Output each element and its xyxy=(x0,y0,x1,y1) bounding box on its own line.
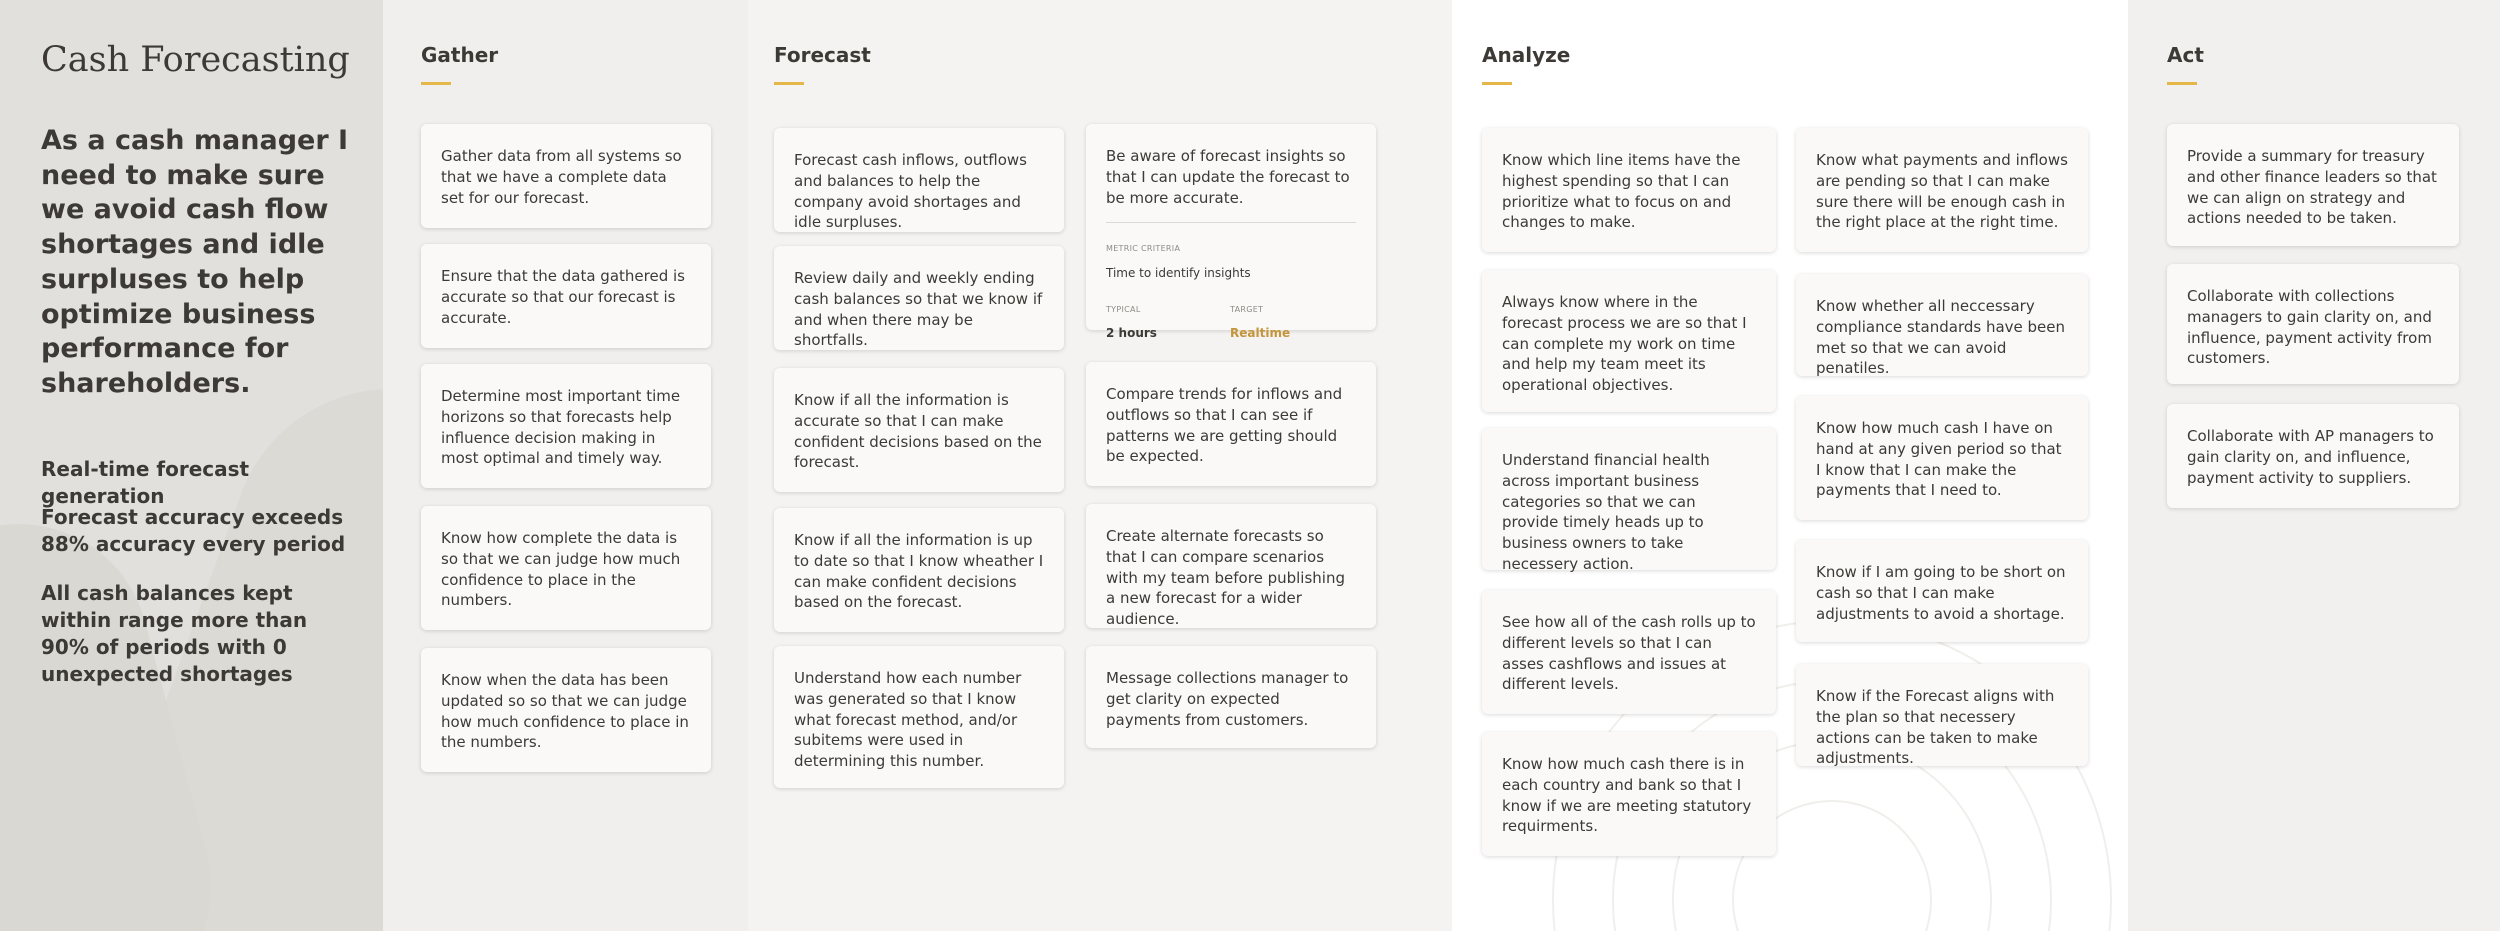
task-card: Know if I am going to be short on cash so that I can make adjustments to avoid a shortage. xyxy=(1796,540,2088,642)
column-accent-bar xyxy=(774,82,804,85)
task-card: Know how much cash I have on hand at any given period so that I know that I can make the payments that I need to. xyxy=(1796,396,2088,520)
target-value: Realtime xyxy=(1230,325,1291,340)
task-card: Know what payments and inflows are pending so that I can make sure there will be enough cash in the right place at the right time. xyxy=(1796,128,2088,252)
column-title: Act xyxy=(2167,43,2204,67)
metric-criteria-label: METRIC CRITERIA xyxy=(1106,244,1181,254)
task-card: Collaborate with collections managers to gain clarity on, and influence, payment activity from customers. xyxy=(2167,264,2459,384)
task-card: Know whether all neccessary compliance standards have been met so that we can avoid penatiles. xyxy=(1796,274,2088,376)
success-metric: All cash balances kept within range more than 90% of periods with 0 unexpected shortages xyxy=(41,581,308,686)
column-title: Analyze xyxy=(1482,43,1571,67)
gather-column xyxy=(383,0,748,931)
success-metric: Real-time forecast generation xyxy=(41,457,250,508)
task-card: Know how complete the data is so that we can judge how much confidence to place in the numbers. xyxy=(421,506,711,630)
metric-row xyxy=(1106,300,1356,344)
card-divider xyxy=(1106,222,1356,223)
task-card: Always know where in the forecast process we are so that I can complete my work on time and help my team meet its operational objectives. xyxy=(1482,270,1776,412)
task-card: Determine most important time horizons so that forecasts help influence decision making in most optimal and timely way. xyxy=(421,364,711,488)
intro-panel xyxy=(0,0,383,931)
column-accent-bar xyxy=(421,82,451,85)
column-accent-bar xyxy=(1482,82,1512,85)
column-title: Gather xyxy=(421,43,499,67)
column-title: Forecast xyxy=(774,43,871,67)
forecast-column xyxy=(748,0,1452,931)
task-card: See how all of the cash rolls up to different levels so that I can asses cashflows and issues at different levels. xyxy=(1482,590,1776,714)
metric-criteria-value: Time to identify insights xyxy=(1106,266,1251,281)
task-card: Review daily and weekly ending cash balances so that we know if and when there may be shortfalls. xyxy=(774,246,1064,350)
page-title: Cash Forecasting xyxy=(41,40,350,80)
task-card: Gather data from all systems so that we have a complete data set for our forecast. xyxy=(421,124,711,228)
task-card: Compare trends for inflows and outflows so that I can see if patterns we are getting should be expected. xyxy=(1086,362,1376,486)
target-metric xyxy=(1230,300,1354,344)
task-card: Know if all the information is up to date so that I know wheather I can make confident decisions based on the forecast. xyxy=(774,508,1064,632)
column-accent-bar xyxy=(2167,82,2197,85)
task-card: Know if all the information is accurate so that I can make confident decisions based on the forecast. xyxy=(774,368,1064,492)
target-label: TARGET xyxy=(1230,304,1264,314)
typical-label: TYPICAL xyxy=(1106,304,1141,314)
task-card: Ensure that the data gathered is accurate so that our forecast is accurate. xyxy=(421,244,711,348)
task-card: Understand financial health across important business categories so that we can provide timely heads up to business owners to take necessery action. xyxy=(1482,428,1776,570)
typical-value: 2 hours xyxy=(1106,325,1157,340)
task-card: Create alternate forecasts so that I can compare scenarios with my team before publishing a new forecast for a wider audience. xyxy=(1086,504,1376,628)
task-card: Know if the Forecast aligns with the plan so that necessery actions can be taken to make adjustments. xyxy=(1796,664,2088,766)
analyze-column xyxy=(1452,0,2128,931)
task-card: Forecast cash inflows, outflows and balances to help the company avoid shortages and idle surpluses. xyxy=(774,128,1064,232)
task-card: Collaborate with AP managers to gain clarity on, and influence, payment activity to suppliers. xyxy=(2167,404,2459,508)
typical-metric xyxy=(1106,300,1230,344)
task-card: Know how much cash there is in each country and bank so that I know if we are meeting statutory requirments. xyxy=(1482,732,1776,856)
task-card: Provide a summary for treasury and other finance leaders so that we can align on strategy and actions needed to be taken. xyxy=(2167,124,2459,246)
act-column xyxy=(2128,0,2500,931)
task-card: Understand how each number was generated so that I know what forecast method, and/or subitems were used in determining this number. xyxy=(774,646,1064,788)
insight-card xyxy=(1086,124,1376,340)
task-card: Know which line items have the highest spending so that I can prioritize what to focus on and changes to make. xyxy=(1482,128,1776,252)
task-card: Know when the data has been updated so so that we can judge how much confidence to place in the numbers. xyxy=(421,648,711,772)
task-card: Message collections manager to get clarity on expected payments from customers. xyxy=(1086,646,1376,748)
success-metric: Forecast accuracy exceeds 88% accuracy every period xyxy=(41,505,346,556)
problem-statement: As a cash manager I need to make sure we avoid cash flow shortages and idle surpluses to help optimize business performance for shareholders. xyxy=(41,125,349,399)
task-text: Be aware of forecast insights so that I can update the forecast to be more accurate. xyxy=(1106,147,1350,207)
